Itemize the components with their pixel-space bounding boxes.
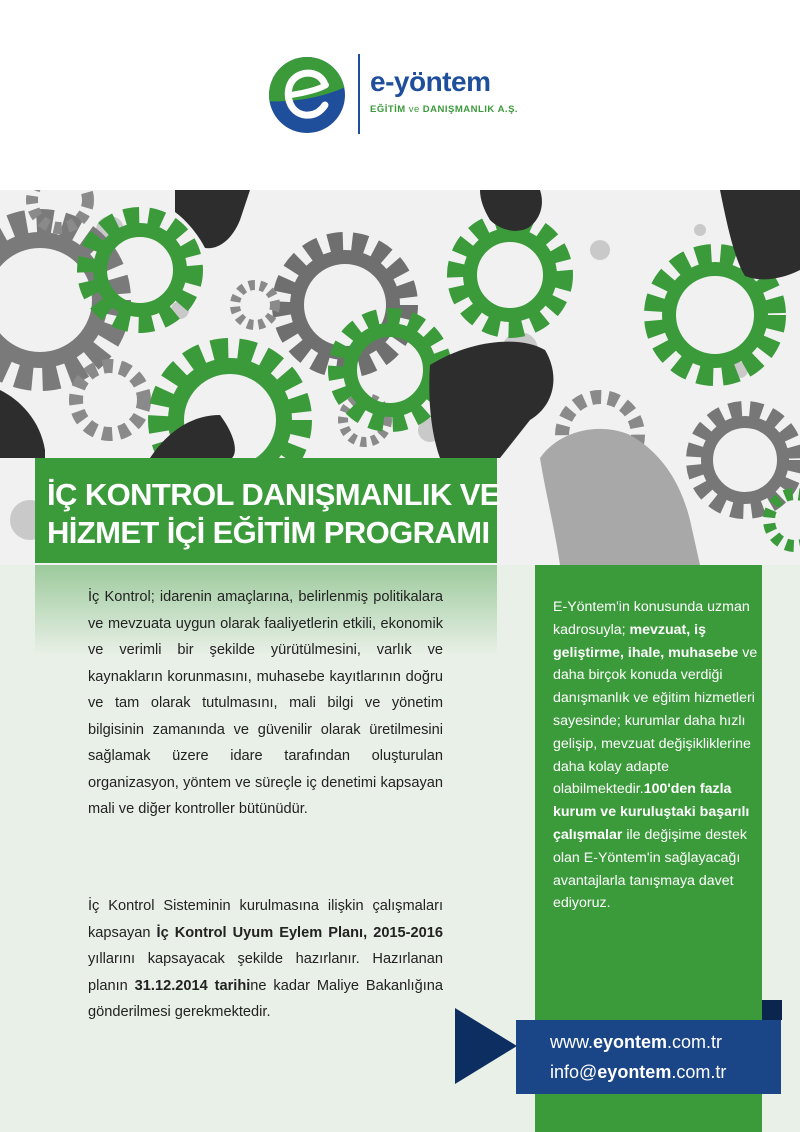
sidebar-text-5: ile değişime destek olan E-Yöntem'in sağlayacağı avantajlarla tanışmaya davet ediyoruz. bbox=[553, 826, 748, 912]
para2-text-a: İç Kontrol Sisteminin kurulmasına ilişkin çalışmaları kapsayan bbox=[88, 898, 443, 941]
mail-prefix: info@ bbox=[550, 1062, 598, 1082]
body-paragraph-1: İç Kontrol; idarenin amaçlarına, belirlenmiş politikalara ve mevzuata uygun olarak faaliyetlerin etkili, ekonomik ve verimli bir şekilde yürütülmesini, varlık ve kaynakların korunmasını, muhasebe kayıtlarının doğru ve tam olarak tutulmasını, mali bilgi ve yönetim bilgisinin zamanında ve güvenilir olarak üretilmesini sağlamak üzere idare tarafından oluşturulan organizasyon, yöntem ve süreçle iç denetimi kapsayan mali ve diğer kontroller bütünüdür. bbox=[88, 589, 443, 817]
ribbon-fold bbox=[762, 1000, 782, 1020]
contact-ribbon bbox=[516, 1020, 781, 1094]
sidebar-text bbox=[553, 596, 758, 915]
logo-name: e-yöntem bbox=[370, 66, 491, 97]
hand-lower-center bbox=[429, 342, 553, 458]
hand-top-center bbox=[175, 190, 250, 248]
title-banner bbox=[35, 458, 500, 563]
tagline-ve: ve bbox=[408, 104, 420, 115]
logo-divider bbox=[358, 54, 360, 134]
gear-green-top bbox=[458, 223, 562, 327]
sidebar-text-1: E-Yöntem'in konusunda uzman kadrosuyla; bbox=[553, 599, 750, 638]
email-link[interactable] bbox=[550, 1057, 781, 1087]
sidebar-highlight-2: 100'den fazla kurum ve kuruluştaki başarılı çalışmalar bbox=[553, 781, 750, 843]
gear-gray-right bbox=[695, 410, 795, 510]
page-title-line-1: İÇ KONTROL DANIŞMANLIK VE bbox=[47, 477, 500, 512]
para2-deadline: 31.12.2014 tarihi bbox=[134, 977, 251, 994]
sidebar-highlight-1: mevzuat, iş geliştirme, ihale, muhasebe bbox=[553, 621, 739, 661]
web-suffix: .com.tr bbox=[667, 1032, 723, 1052]
ribbon-tail bbox=[455, 1008, 517, 1084]
para2-text-e: ne kadar Maliye Bakanlığına gönderilmesi gerekmektedir. bbox=[88, 977, 443, 1020]
e-logo-icon bbox=[265, 55, 350, 135]
body-paragraph-2 bbox=[88, 893, 443, 1026]
hands-gray bbox=[540, 429, 700, 565]
tagline-right: DANIŞMANLIK A.Ş. bbox=[422, 104, 519, 115]
tagline-left: EĞİTİM bbox=[370, 104, 406, 115]
hand-bottom-right bbox=[540, 429, 700, 565]
sidebar-text-3: ve daha birçok konuda verdiği danışmanlık ve eğitim hizmetleri sayesinde; kurumlar daha hızlı gelişip, mevzuat değişikliklerine daha kolay adapte olabilmektedir. bbox=[553, 644, 758, 798]
logo-tagline bbox=[370, 104, 518, 115]
website-link[interactable] bbox=[550, 1027, 781, 1057]
para2-text-c: yıllarını kapsayacak şekilde hazırlanır. Hazırlanan planın bbox=[88, 951, 443, 994]
web-prefix: www. bbox=[550, 1032, 594, 1052]
page-title-line-2: HİZMET İÇİ EĞİTİM PROGRAMI bbox=[47, 515, 490, 550]
para2-plan-name: İç Kontrol Uyum Eylem Planı, 2015-2016 bbox=[156, 924, 443, 941]
hand-left-edge bbox=[0, 390, 45, 458]
mail-suffix: .com.tr bbox=[671, 1062, 727, 1082]
web-brand: eyontem bbox=[593, 1032, 668, 1052]
header bbox=[0, 0, 800, 190]
mail-brand: eyontem bbox=[597, 1062, 672, 1082]
gear-green-mid bbox=[338, 318, 442, 422]
